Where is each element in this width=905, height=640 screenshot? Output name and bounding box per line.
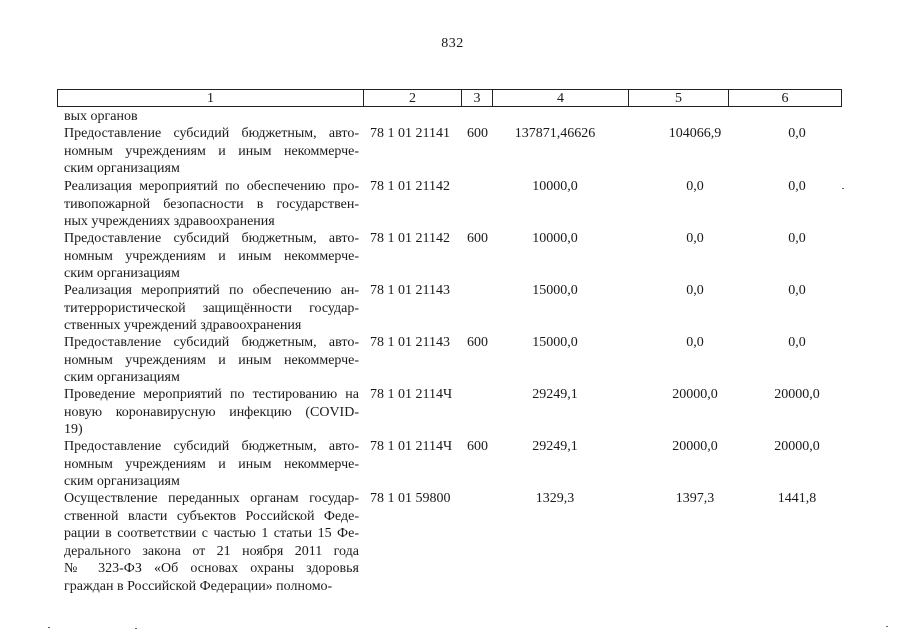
description-line: ским организациям bbox=[64, 474, 180, 489]
amount-col-6: 0,0 bbox=[788, 335, 806, 350]
description-line: Предоставление субсидий бюджетным, авто- bbox=[64, 335, 359, 350]
scan-speck bbox=[842, 188, 844, 189]
row-description bbox=[64, 386, 359, 439]
amount-col-6: 20000,0 bbox=[774, 439, 820, 454]
budget-code: 78 1 01 21143 bbox=[370, 283, 450, 298]
description-line: новую коронавирусную инфекцию (COVID- bbox=[64, 404, 359, 420]
description-line: № 323-ФЗ «Об основах охраны здоровья bbox=[64, 561, 359, 576]
row-description bbox=[64, 490, 359, 595]
amount-col-6: 20000,0 bbox=[774, 387, 820, 402]
scan-speck bbox=[48, 627, 50, 628]
header-col-6: 6 bbox=[728, 90, 841, 106]
row-description bbox=[64, 438, 359, 491]
amount-col-6: 0,0 bbox=[788, 283, 806, 298]
description-line: ским организациям bbox=[64, 370, 180, 385]
description-line: номным учреждениям и иным некоммерче- bbox=[64, 248, 359, 264]
amount-col-5: 20000,0 bbox=[672, 439, 718, 454]
description-line: номным учреждениям и иным некоммерче- bbox=[64, 456, 359, 472]
table-header bbox=[57, 89, 842, 107]
amount-col-5: 0,0 bbox=[686, 179, 704, 194]
description-line: номным учреждениям и иным некоммерче- bbox=[64, 352, 359, 368]
page-number: 832 bbox=[441, 36, 464, 51]
budget-code: 78 1 01 21143 bbox=[370, 335, 450, 350]
description-line: Предоставление субсидий бюджетным, авто- bbox=[64, 439, 359, 454]
expense-type: 600 bbox=[467, 439, 488, 454]
budget-code: 78 1 01 59800 bbox=[370, 491, 451, 506]
header-col-4: 4 bbox=[492, 90, 628, 106]
amount-col-4: 15000,0 bbox=[532, 335, 578, 350]
amount-col-5: 0,0 bbox=[686, 335, 704, 350]
amount-col-4: 29249,1 bbox=[532, 387, 578, 402]
description-line: ных учреждениях здравоохранения bbox=[64, 214, 275, 229]
budget-code: 78 1 01 21142 bbox=[370, 231, 450, 246]
description-line: 19) bbox=[64, 422, 83, 437]
amount-col-6: 1441,8 bbox=[777, 491, 817, 506]
description-line: граждан в Российской Федерации» полномо- bbox=[64, 578, 333, 594]
amount-col-4: 137871,46626 bbox=[514, 126, 596, 141]
expense-type: 600 bbox=[467, 335, 488, 350]
amount-col-4: 29249,1 bbox=[532, 439, 578, 454]
amount-col-5: 1397,3 bbox=[675, 491, 715, 506]
amount-col-5: 20000,0 bbox=[672, 387, 718, 402]
description-line: тивопожарной безопасности в государствен- bbox=[64, 196, 359, 212]
header-col-3: 3 bbox=[461, 90, 492, 106]
budget-code: 78 1 01 2114Ч bbox=[370, 387, 453, 402]
header-col-2: 2 bbox=[363, 90, 461, 106]
description-line: титеррористической защищённости государ- bbox=[64, 300, 359, 316]
description-line: Реализация мероприятий по обеспечению ан- bbox=[64, 283, 359, 298]
scan-speck bbox=[886, 626, 888, 627]
description-line: вых органов bbox=[64, 109, 138, 124]
row-description bbox=[64, 230, 359, 283]
description-line: дерального закона от 21 ноября 2011 года bbox=[64, 543, 359, 559]
description-line: ственных учреждений здравоохранения bbox=[64, 318, 302, 333]
description-line: Предоставление субсидий бюджетным, авто- bbox=[64, 126, 359, 141]
description-line: ским организациям bbox=[64, 161, 180, 176]
description-line: номным учреждениям и иным некоммерче- bbox=[64, 143, 359, 159]
description-line: ским организациям bbox=[64, 266, 180, 281]
amount-col-5: 104066,9 bbox=[668, 126, 722, 141]
description-line: Проведение мероприятий по тестированию на bbox=[64, 387, 359, 402]
row-description bbox=[64, 334, 359, 387]
header-col-1: 1 bbox=[207, 91, 214, 106]
amount-col-4: 10000,0 bbox=[532, 179, 578, 194]
description-line: Предоставление субсидий бюджетным, авто- bbox=[64, 231, 359, 246]
budget-code: 78 1 01 21142 bbox=[370, 179, 450, 194]
row-description bbox=[64, 178, 359, 231]
amount-col-5: 0,0 bbox=[686, 283, 704, 298]
description-line: Реализация мероприятий по обеспечению про- bbox=[64, 179, 359, 194]
amount-col-4: 10000,0 bbox=[532, 231, 578, 246]
description-line: рации в соответствии с частью 1 статьи 15 Фе- bbox=[64, 526, 359, 541]
row-description bbox=[64, 108, 359, 126]
amount-col-4: 15000,0 bbox=[532, 283, 578, 298]
row-description bbox=[64, 125, 359, 178]
description-line: ственной власти субъектов Российской Феде- bbox=[64, 508, 359, 524]
row-description bbox=[64, 282, 359, 335]
expense-type: 600 bbox=[467, 126, 488, 141]
budget-code: 78 1 01 2114Ч bbox=[370, 439, 453, 454]
amount-col-6: 0,0 bbox=[788, 126, 806, 141]
scan-speck bbox=[135, 628, 137, 629]
amount-col-6: 0,0 bbox=[788, 179, 806, 194]
budget-code: 78 1 01 21141 bbox=[370, 126, 450, 141]
expense-type: 600 bbox=[467, 231, 488, 246]
amount-col-4: 1329,3 bbox=[535, 491, 575, 506]
amount-col-5: 0,0 bbox=[686, 231, 704, 246]
header-col-5: 5 bbox=[628, 90, 728, 106]
amount-col-6: 0,0 bbox=[788, 231, 806, 246]
description-line: Осуществление переданных органам государ- bbox=[64, 491, 359, 506]
